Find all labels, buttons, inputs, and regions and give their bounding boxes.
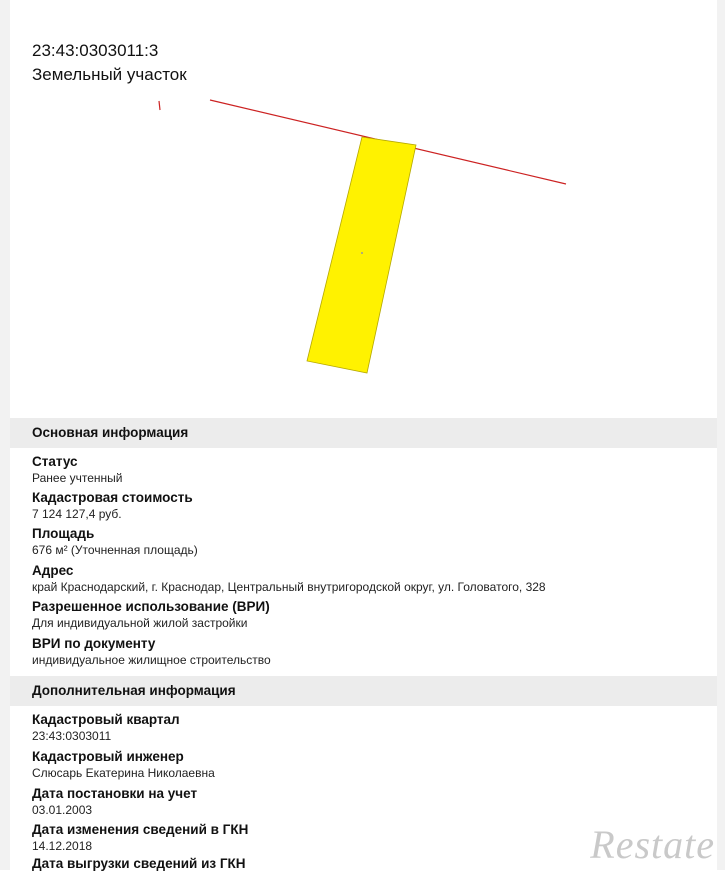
field-value: индивидуальное жилищное строительство [32, 653, 271, 667]
watermark-logo: Restate [590, 822, 715, 867]
field-label: Дата выгрузки сведений из ГКН [32, 856, 246, 871]
field-value: 03.01.2003 [32, 803, 93, 817]
field-label: Разрешенное использование (ВРИ) [32, 599, 270, 614]
field-export-date [32, 855, 245, 872]
field-value: 7 124 127,4 руб. [32, 507, 122, 521]
main-info-section [10, 418, 717, 448]
field-permitted-use [32, 598, 270, 631]
field-value: 676 м² (Уточненная площадь) [32, 543, 198, 557]
main-info-title: Основная информация [32, 425, 189, 440]
field-label: Кадастровая стоимость [32, 490, 193, 505]
field-label: Адрес [32, 563, 74, 578]
field-status [32, 453, 122, 486]
field-cadastral-block [32, 711, 180, 744]
left-frame [0, 0, 10, 870]
extra-info-section [10, 676, 717, 706]
field-area [32, 525, 198, 558]
field-value: 14.12.2018 [32, 839, 93, 853]
field-value: край Краснодарский, г. Краснодар, Центральный внутригородской округ, ул. Головатого, 328 [32, 580, 546, 594]
field-permitted-use-doc [32, 635, 271, 668]
field-label: Кадастровый квартал [32, 712, 180, 727]
parcel-header [32, 40, 187, 86]
right-frame [717, 0, 725, 870]
boundary-line-short [159, 101, 160, 110]
field-value: Ранее учтенный [32, 471, 123, 485]
field-registration-date [32, 785, 197, 818]
field-label: ВРИ по документу [32, 636, 156, 651]
cadastral-number: 23:43:0303011:3 [32, 41, 159, 60]
field-value: Для индивидуальной жилой застройки [32, 616, 248, 630]
field-value: 23:43:0303011 [32, 729, 112, 743]
field-cadastral-value [32, 489, 193, 522]
field-label: Площадь [32, 526, 95, 541]
object-type: Земельный участок [32, 65, 187, 84]
parcel-center-marker [361, 252, 363, 254]
field-address [32, 562, 546, 595]
field-value: Слюсарь Екатерина Николаевна [32, 766, 215, 780]
field-label: Дата изменения сведений в ГКН [32, 822, 249, 837]
field-label: Статус [32, 454, 78, 469]
field-label: Кадастровый инженер [32, 749, 184, 764]
parcel-map[interactable] [10, 90, 715, 410]
field-change-date [32, 821, 248, 854]
field-label: Дата постановки на учет [32, 786, 198, 801]
field-cadastral-engineer [32, 748, 215, 781]
parcel-polygon[interactable] [307, 137, 416, 373]
extra-info-title: Дополнительная информация [32, 683, 236, 698]
